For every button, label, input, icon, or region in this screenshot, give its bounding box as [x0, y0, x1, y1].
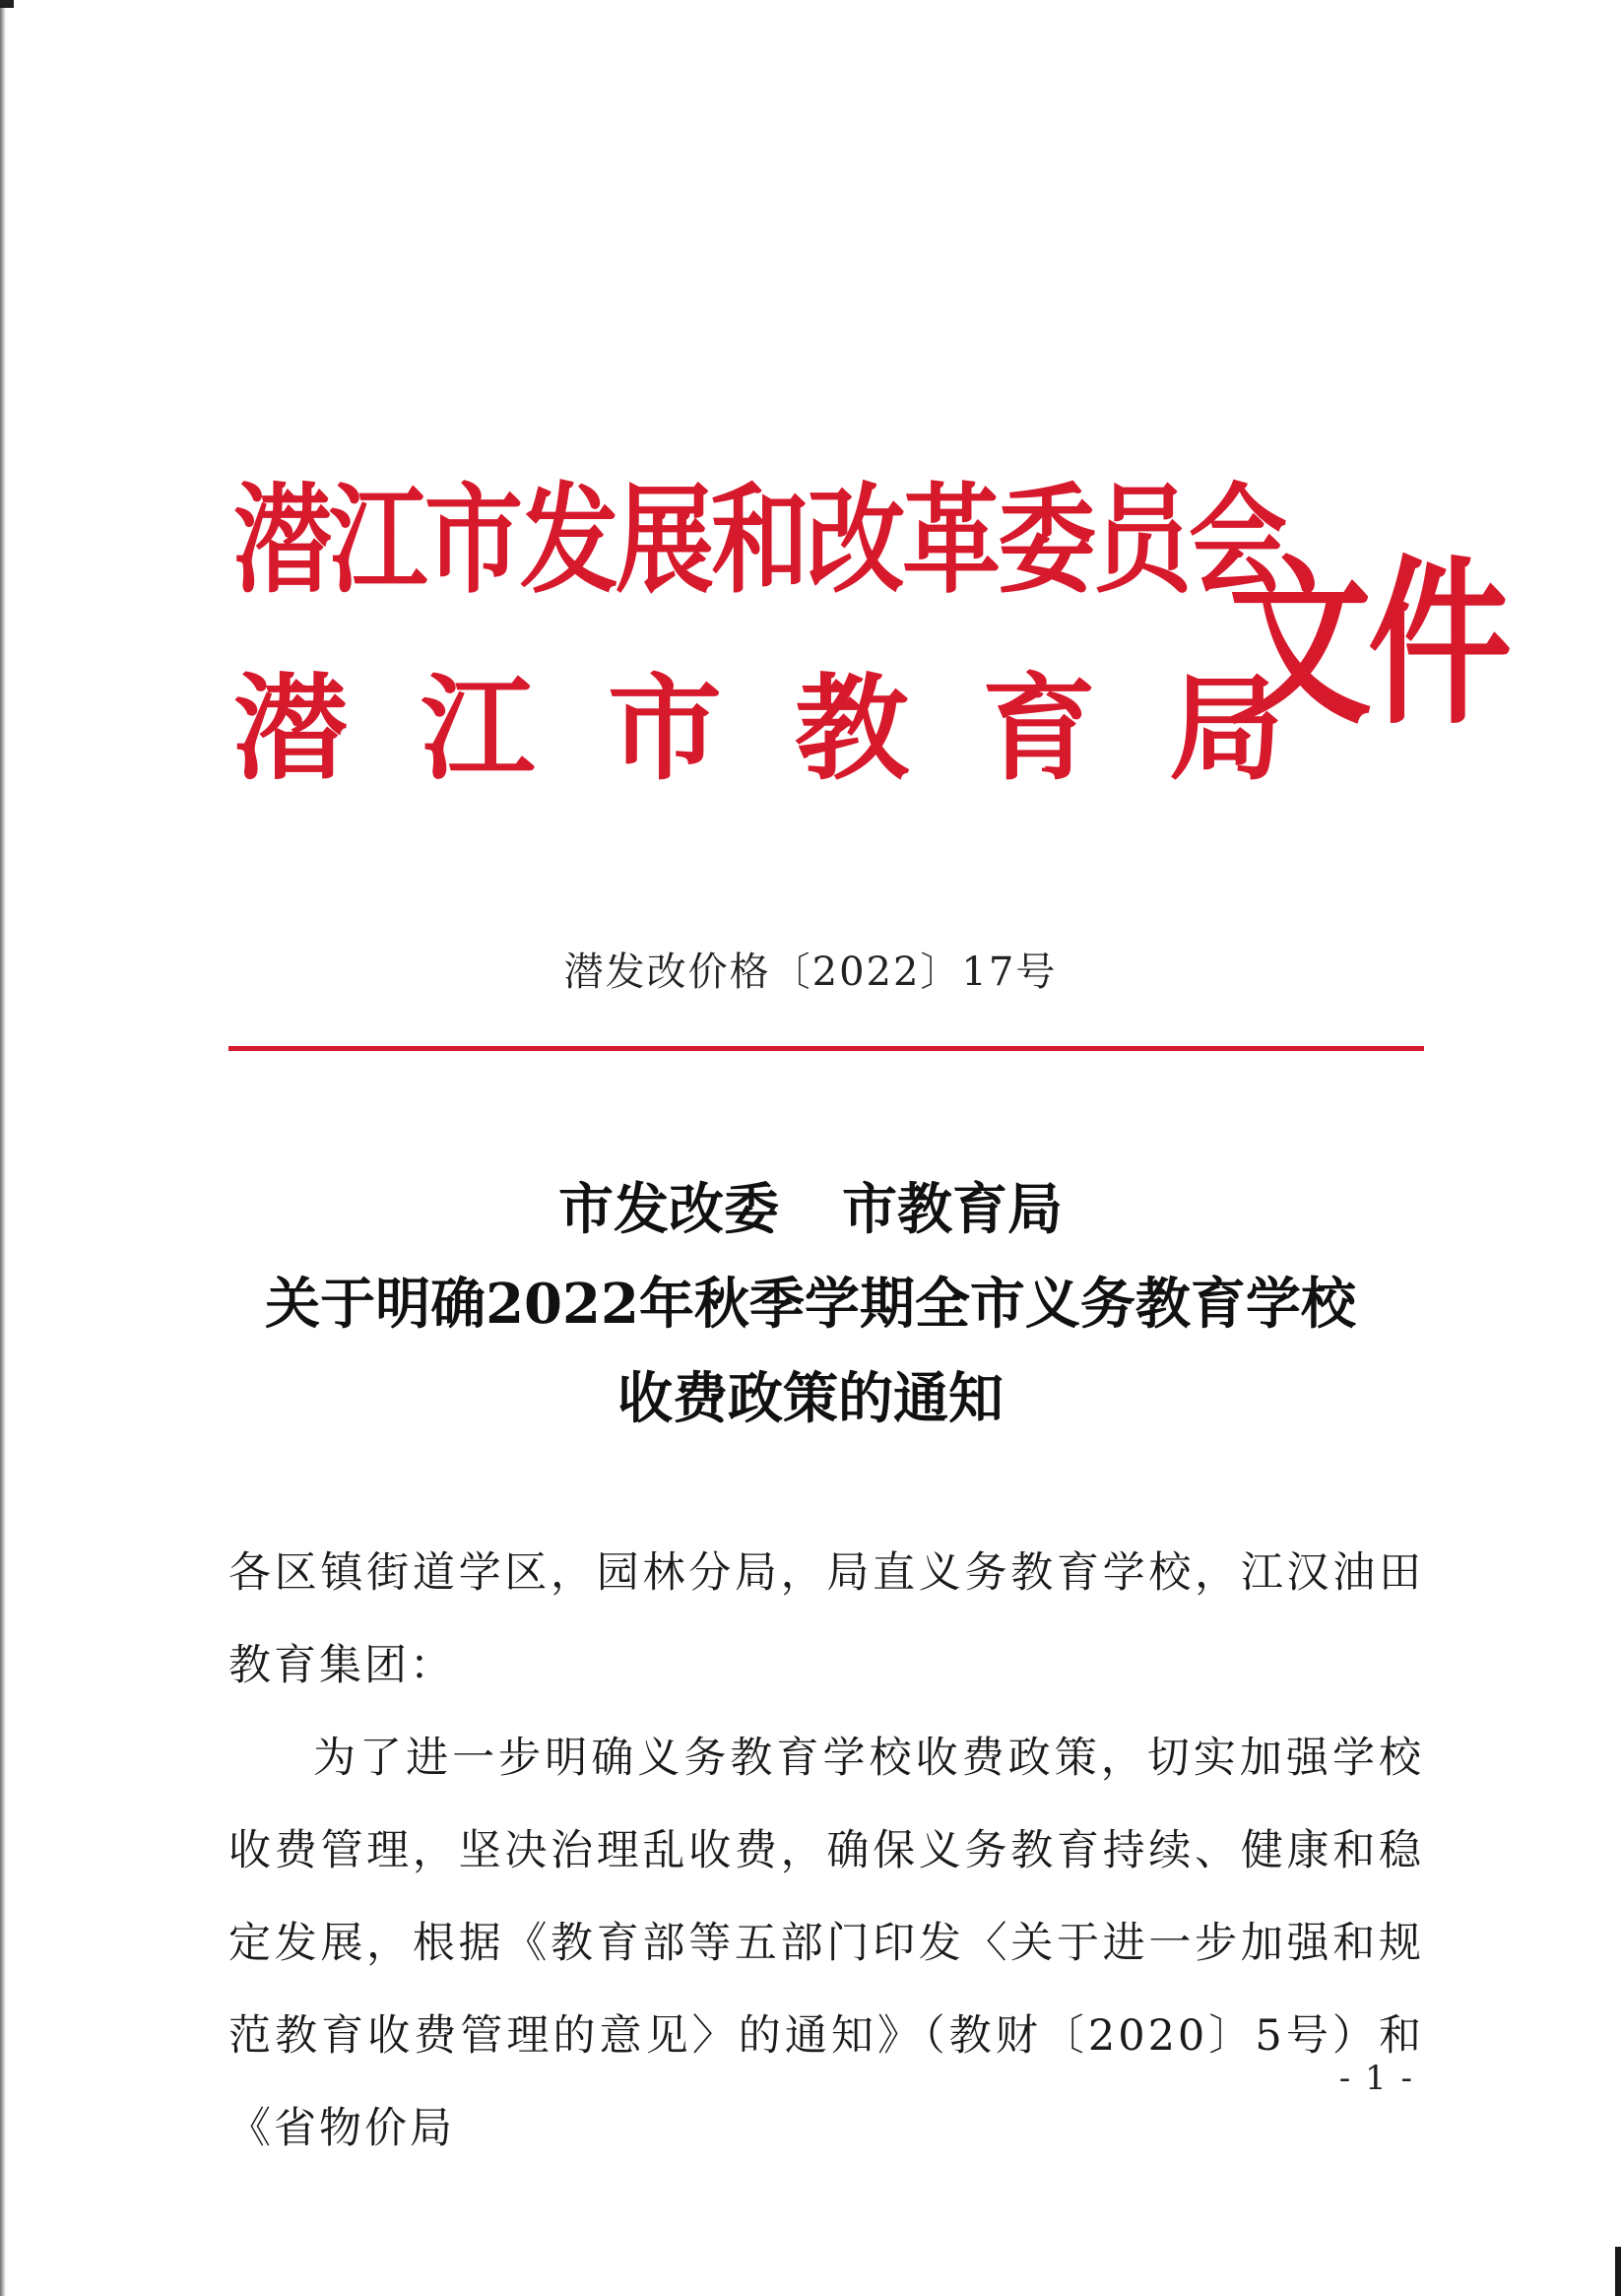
title-org-2: 市教育局	[842, 1177, 1063, 1242]
document-title	[0, 1162, 1621, 1446]
page-number: - 1 -	[1338, 2059, 1414, 2098]
scan-mark-bottom-right	[1615, 2247, 1621, 2296]
document-suffix: 文件	[1228, 540, 1508, 750]
red-divider	[228, 1046, 1424, 1051]
scan-edge-left	[0, 0, 6, 2296]
document-number: 潜发改价格〔2022〕17号	[563, 950, 1058, 995]
addressee: 各区镇街道学区，园林分局，局直义务教育学校，江汉油田教育集团：	[228, 1548, 1424, 1690]
title-line-1	[0, 1162, 1621, 1257]
title-line-2: 关于明确2022年秋季学期全市义务教育学校	[265, 1272, 1356, 1337]
title-line-3: 收费政策的通知	[617, 1366, 1004, 1431]
document-header	[233, 426, 1508, 800]
document-body	[228, 1527, 1424, 2175]
issuing-org-1: 潜江市发展和改革委员会	[233, 471, 1284, 610]
issuing-org-2: 潜江市教育局	[233, 662, 1356, 796]
title-org-1: 市发改委	[558, 1177, 779, 1242]
scan-mark-top-left	[0, 0, 14, 8]
body-paragraph: 为了进一步明确义务教育学校收费政策，切实加强学校收费管理，坚决治理乱收费，确保义务教育持续、健康和稳定发展，根据《教育部等五部门印发〈关于进一步加强和规范教育收费管理的意见〉的通知》（教财〔2020〕5号）和《省物价局	[228, 1734, 1424, 2153]
